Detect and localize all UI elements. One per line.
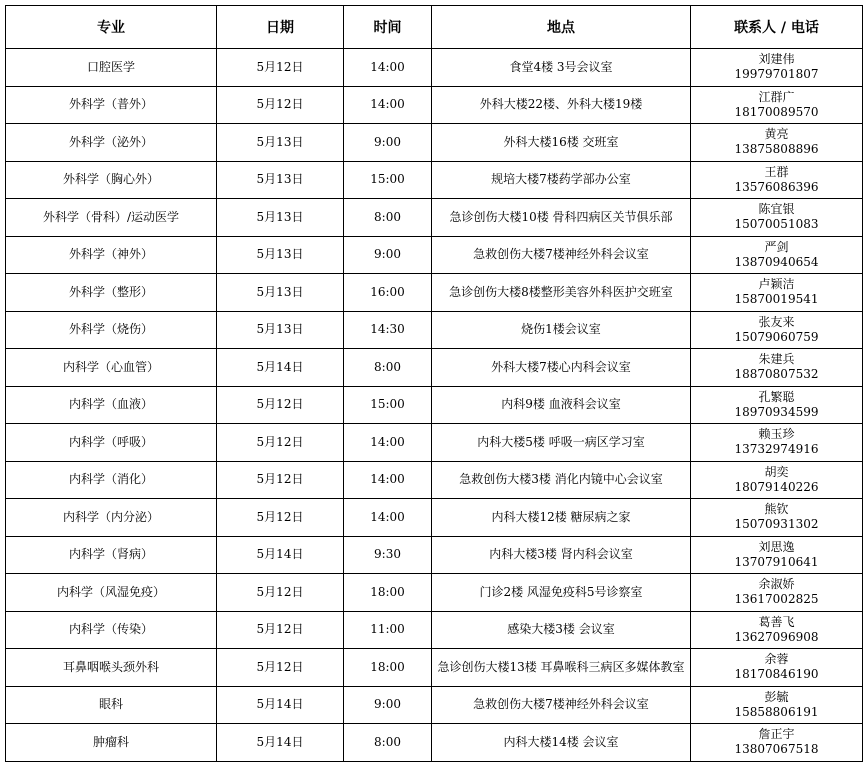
contact-cell: [691, 49, 863, 87]
contact-name: 严剑: [764, 239, 789, 254]
location-cell: 烧伤1楼会议室: [432, 311, 691, 349]
date-cell: 5月12日: [217, 461, 344, 499]
location-cell: 食堂4楼 3号会议室: [432, 49, 691, 87]
contact-cell: [691, 274, 863, 312]
contact-cell: [691, 311, 863, 349]
contact-phone: 15870019541: [734, 292, 819, 307]
time-cell: 15:00: [344, 386, 432, 424]
date-cell: 5月13日: [217, 161, 344, 199]
contact-phone: 18079140226: [734, 479, 819, 494]
table-row: [6, 424, 863, 462]
time-cell: 11:00: [344, 611, 432, 649]
date-cell: 5月14日: [217, 349, 344, 387]
contact-phone: 18970934599: [734, 404, 819, 419]
table-row: [6, 311, 863, 349]
major-cell: 眼科: [6, 686, 217, 724]
date-cell: 5月13日: [217, 274, 344, 312]
contact-phone: 13875808896: [734, 142, 819, 157]
contact-cell: [691, 199, 863, 237]
time-cell: 8:00: [344, 199, 432, 237]
location-cell: 急诊创伤大楼13楼 耳鼻喉科三病区多媒体教室: [432, 649, 691, 687]
table-row: [6, 274, 863, 312]
date-cell: 5月12日: [217, 649, 344, 687]
contact-name: 王群: [764, 164, 789, 179]
header-location: 地点: [432, 6, 691, 49]
header-major: 专业: [6, 6, 217, 49]
major-cell: 外科学（普外）: [6, 86, 217, 124]
contact-cell: [691, 536, 863, 574]
table-row: [6, 199, 863, 237]
date-cell: 5月12日: [217, 574, 344, 612]
contact-phone: 15070051083: [734, 217, 819, 232]
table-row: [6, 349, 863, 387]
header-time: 时间: [344, 6, 432, 49]
table-row: [6, 86, 863, 124]
location-cell: 急诊创伤大楼10楼 骨科四病区关节俱乐部: [432, 199, 691, 237]
time-cell: 8:00: [344, 724, 432, 762]
time-cell: 14:00: [344, 424, 432, 462]
contact-phone: 18170846190: [734, 667, 819, 682]
date-cell: 5月12日: [217, 611, 344, 649]
contact-cell: [691, 611, 863, 649]
date-cell: 5月12日: [217, 424, 344, 462]
contact-cell: [691, 499, 863, 537]
contact-name: 陈宜银: [758, 202, 795, 217]
contact-phone: 18170089570: [734, 104, 819, 119]
table-row: [6, 499, 863, 537]
header-contact: 联系人 / 电话: [691, 6, 863, 49]
contact-name: 刘建伟: [758, 52, 795, 67]
time-cell: 14:00: [344, 499, 432, 537]
contact-cell: [691, 349, 863, 387]
date-cell: 5月14日: [217, 724, 344, 762]
time-cell: 14:00: [344, 461, 432, 499]
major-cell: 外科学（泌外）: [6, 124, 217, 162]
major-cell: 内科学（传染）: [6, 611, 217, 649]
time-cell: 18:00: [344, 574, 432, 612]
header-row: [6, 6, 863, 49]
major-cell: 内科学（呼吸）: [6, 424, 217, 462]
date-cell: 5月13日: [217, 311, 344, 349]
time-cell: 15:00: [344, 161, 432, 199]
major-cell: 内科学（心血管）: [6, 349, 217, 387]
contact-name: 孔繁聪: [758, 389, 795, 404]
date-cell: 5月14日: [217, 686, 344, 724]
date-cell: 5月12日: [217, 86, 344, 124]
time-cell: 9:00: [344, 686, 432, 724]
contact-phone: 13732974916: [734, 442, 819, 457]
time-cell: 18:00: [344, 649, 432, 687]
table-row: [6, 161, 863, 199]
location-cell: 内科9楼 血液科会议室: [432, 386, 691, 424]
table-row: [6, 236, 863, 274]
header-date: 日期: [217, 6, 344, 49]
time-cell: 14:00: [344, 49, 432, 87]
major-cell: 口腔医学: [6, 49, 217, 87]
contact-name: 葛善飞: [758, 614, 795, 629]
time-cell: 14:00: [344, 86, 432, 124]
contact-phone: 18870807532: [734, 367, 819, 382]
contact-name: 朱建兵: [758, 352, 795, 367]
location-cell: 急救创伤大楼7楼神经外科会议室: [432, 236, 691, 274]
location-cell: 内科大楼12楼 糖尿病之家: [432, 499, 691, 537]
contact-cell: [691, 724, 863, 762]
major-cell: 外科学（胸心外）: [6, 161, 217, 199]
table-row: [6, 649, 863, 687]
major-cell: 外科学（骨科）/运动医学: [6, 199, 217, 237]
date-cell: 5月13日: [217, 236, 344, 274]
contact-phone: 13576086396: [734, 179, 819, 194]
contact-phone: 19979701807: [734, 67, 819, 82]
major-cell: 肿瘤科: [6, 724, 217, 762]
contact-name: 彭毓: [764, 689, 789, 704]
contact-phone: 13707910641: [734, 554, 819, 569]
location-cell: 内科大楼5楼 呼吸一病区学习室: [432, 424, 691, 462]
date-cell: 5月13日: [217, 124, 344, 162]
contact-phone: 15858806191: [734, 704, 819, 719]
contact-phone: 13807067518: [734, 742, 819, 757]
major-cell: 外科学（整形）: [6, 274, 217, 312]
table-row: [6, 536, 863, 574]
table-row: [6, 49, 863, 87]
contact-phone: 13870940654: [734, 254, 819, 269]
major-cell: 内科学（风湿免疫）: [6, 574, 217, 612]
contact-phone: 13617002825: [734, 592, 819, 607]
table-row: [6, 611, 863, 649]
major-cell: 耳鼻咽喉头颈外科: [6, 649, 217, 687]
contact-cell: [691, 424, 863, 462]
date-cell: 5月13日: [217, 199, 344, 237]
table-row: [6, 461, 863, 499]
time-cell: 16:00: [344, 274, 432, 312]
location-cell: 外科大楼16楼 交班室: [432, 124, 691, 162]
contact-cell: [691, 124, 863, 162]
contact-name: 江群广: [758, 89, 795, 104]
contact-cell: [691, 386, 863, 424]
major-cell: 外科学（神外）: [6, 236, 217, 274]
contact-name: 刘思逸: [758, 539, 795, 554]
location-cell: 感染大楼3楼 会议室: [432, 611, 691, 649]
time-cell: 9:00: [344, 124, 432, 162]
table-row: [6, 724, 863, 762]
contact-phone: 15079060759: [734, 329, 819, 344]
table-row: [6, 386, 863, 424]
date-cell: 5月12日: [217, 499, 344, 537]
table-row: [6, 574, 863, 612]
table-row: [6, 124, 863, 162]
date-cell: 5月12日: [217, 386, 344, 424]
time-cell: 8:00: [344, 349, 432, 387]
contact-phone: 13627096908: [734, 629, 819, 644]
major-cell: 内科学（血液）: [6, 386, 217, 424]
major-cell: 内科学（消化）: [6, 461, 217, 499]
location-cell: 外科大楼7楼心内科会议室: [432, 349, 691, 387]
major-cell: 内科学（肾病）: [6, 536, 217, 574]
contact-name: 余淑娇: [758, 577, 795, 592]
contact-name: 张友来: [758, 314, 795, 329]
location-cell: 内科大楼3楼 肾内科会议室: [432, 536, 691, 574]
contact-name: 熊钦: [764, 502, 789, 517]
contact-cell: [691, 686, 863, 724]
location-cell: 急救创伤大楼7楼神经外科会议室: [432, 686, 691, 724]
time-cell: 14:30: [344, 311, 432, 349]
table-row: [6, 686, 863, 724]
contact-cell: [691, 574, 863, 612]
contact-name: 余蓉: [764, 652, 789, 667]
time-cell: 9:00: [344, 236, 432, 274]
contact-name: 詹正宇: [758, 727, 795, 742]
contact-name: 卢颖洁: [758, 277, 795, 292]
major-cell: 外科学（烧伤）: [6, 311, 217, 349]
schedule-table: [5, 5, 863, 762]
contact-cell: [691, 461, 863, 499]
date-cell: 5月14日: [217, 536, 344, 574]
major-cell: 内科学（内分泌）: [6, 499, 217, 537]
location-cell: 急救创伤大楼3楼 消化内镜中心会议室: [432, 461, 691, 499]
date-cell: 5月12日: [217, 49, 344, 87]
table-body: [6, 49, 863, 762]
time-cell: 9:30: [344, 536, 432, 574]
contact-cell: [691, 649, 863, 687]
location-cell: 急诊创伤大楼8楼整形美容外科医护交班室: [432, 274, 691, 312]
contact-cell: [691, 236, 863, 274]
contact-name: 胡奕: [764, 464, 789, 479]
contact-cell: [691, 161, 863, 199]
contact-phone: 15070931302: [734, 517, 819, 532]
location-cell: 门诊2楼 风湿免疫科5号诊察室: [432, 574, 691, 612]
location-cell: 规培大楼7楼药学部办公室: [432, 161, 691, 199]
location-cell: 外科大楼22楼、外科大楼19楼: [432, 86, 691, 124]
contact-name: 赖玉珍: [758, 427, 795, 442]
location-cell: 内科大楼14楼 会议室: [432, 724, 691, 762]
contact-cell: [691, 86, 863, 124]
contact-name: 黄亮: [764, 127, 789, 142]
